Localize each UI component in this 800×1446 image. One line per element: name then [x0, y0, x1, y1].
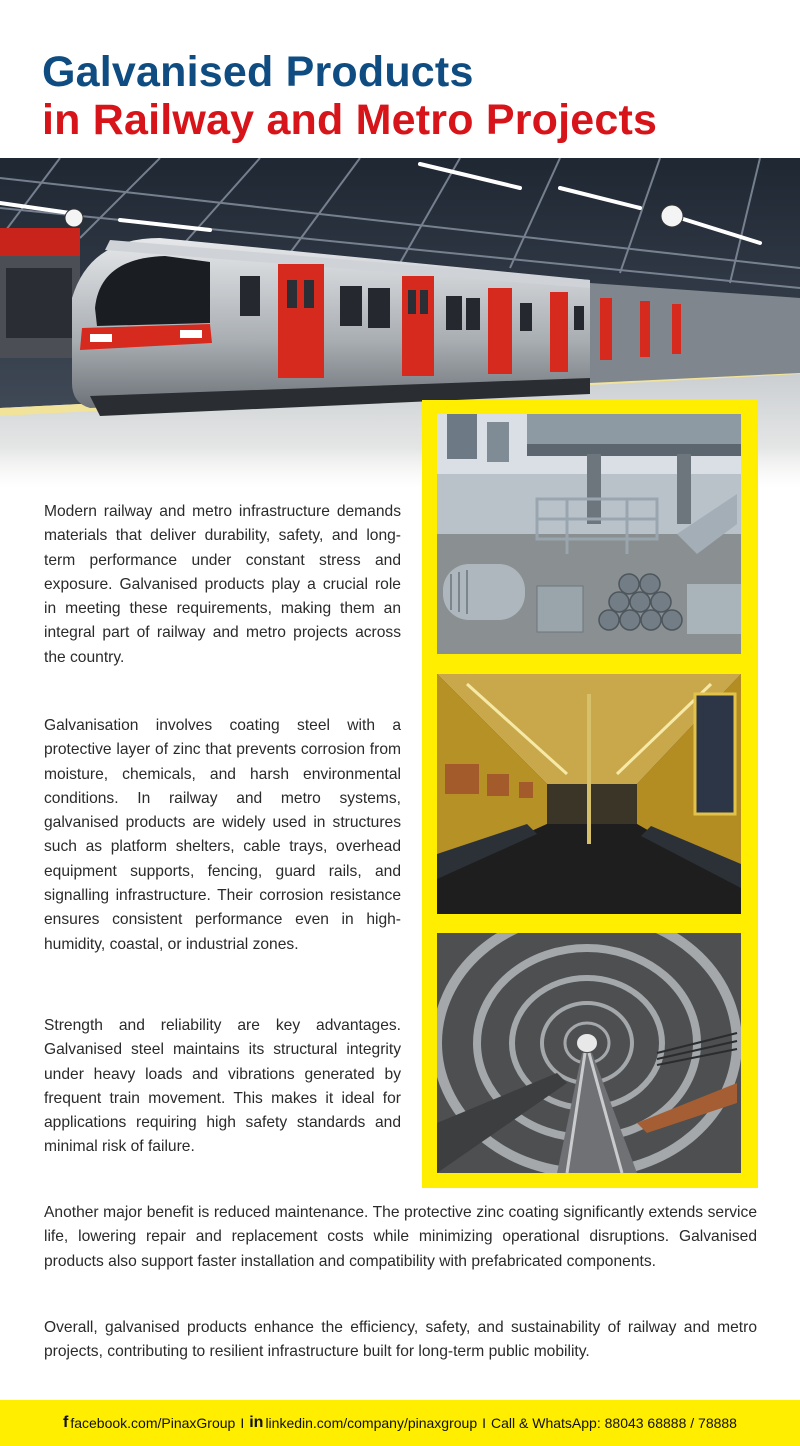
contact-footer	[0, 1400, 800, 1446]
galvanised-structures-image	[437, 414, 741, 654]
body-paragraph-5: Overall, galvanised products enhance the efficiency, safety, and sustainability of railway and metro projects, contributing to resilient infrastructure built for long-term public mobility.	[44, 1319, 757, 1361]
contact-phone[interactable]: Call & WhatsApp: 88043 68888 / 78888	[491, 1415, 737, 1431]
footer-separator: I	[240, 1415, 245, 1431]
body-paragraph-1: Modern railway and metro infrastructure demands materials that deliver durability, safety, and long-term performance under constant stress and exposure. Galvanised products play a crucial role in meeting these requirements, making them an integral part of railway and metro projects across the country.	[44, 503, 401, 666]
page-title-line1: Galvanised Products	[42, 48, 474, 96]
page-title-line2: in Railway and Metro Projects	[42, 96, 658, 144]
body-paragraph-4: Another major benefit is reduced maintenance. The protective zinc coating significantly extends service life, lowering repair and replacement costs while minimizing operational disruptions. Galvanised products also support faster installation and compatibility with prefabricated components.	[44, 1204, 757, 1270]
body-paragraph-3: Strength and reliability are key advantages. Galvanised steel maintains its structural integrity under heavy loads and vibrations generated by frequent train movement. This makes it ideal for applications requiring high safety standards and minimal risk of failure.	[44, 1017, 401, 1156]
body-paragraph-2: Galvanisation involves coating steel with a protective layer of zinc that prevents corrosion from moisture, chemicals, and harsh environmental conditions. In railway and metro systems, galvanised products are widely used in structures such as platform shelters, cable trays, overhead equipment supports, fencing, guard rails, and signalling infrastructure. Their corrosion resistance ensures consistent performance even in high-humidity, coastal, or industrial zones.	[44, 717, 401, 953]
linkedin-icon: in	[249, 1414, 264, 1431]
facebook-icon: f	[63, 1414, 69, 1431]
metro-tunnel-image	[437, 933, 741, 1173]
linkedin-link[interactable]: linkedin.com/company/pinaxgroup	[265, 1415, 478, 1431]
footer-separator-2: I	[482, 1415, 487, 1431]
facebook-link[interactable]: facebook.com/PinaxGroup	[70, 1415, 236, 1431]
metro-interior-image	[437, 674, 741, 914]
